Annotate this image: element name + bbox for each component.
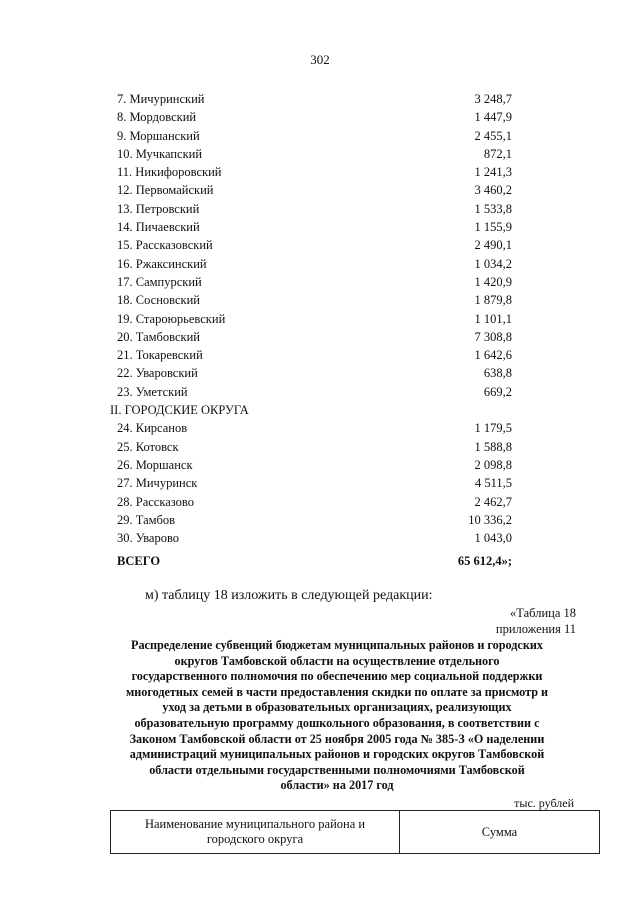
- row-value: 872,1: [483, 146, 512, 161]
- column-header-name: Наименование муниципального района и городского округа: [111, 811, 400, 854]
- table-row: [117, 181, 512, 199]
- row-value: 4 511,5: [474, 476, 512, 491]
- row-label: 18. Сосновский: [117, 293, 200, 308]
- title-line: округов Тамбовской области на осуществление отдельного: [174, 653, 500, 668]
- table-row: [117, 127, 512, 145]
- table-row: [117, 90, 512, 108]
- table-row: [117, 511, 512, 529]
- row-label: 8. Мордовский: [117, 110, 197, 125]
- table-row: [117, 456, 512, 474]
- table-row: [117, 145, 512, 163]
- table-row: [117, 364, 512, 382]
- row-value: 2 098,8: [474, 457, 512, 472]
- row-label: 21. Токаревский: [117, 348, 203, 363]
- row-value: 3 248,7: [474, 92, 512, 106]
- row-label: 11. Никифоровский: [117, 165, 222, 180]
- row-label: 27. Мичуринск: [117, 476, 198, 491]
- row-value: 7 308,8: [474, 329, 512, 344]
- row-label: 29. Тамбов: [117, 512, 176, 527]
- row-value: 10 336,2: [468, 512, 512, 527]
- row-value: 1 642,6: [474, 348, 512, 363]
- table-row: [117, 163, 512, 181]
- row-value: 669,2: [483, 384, 512, 399]
- title-line: образовательную программу дошкольного образования, в соответствии с: [134, 715, 540, 730]
- row-label: 12. Первомайский: [117, 183, 214, 198]
- total-value: 65 612,4»;: [457, 554, 512, 569]
- row-value: 1 241,3: [474, 165, 512, 180]
- table-row: [117, 200, 512, 218]
- amendment-instruction: м) таблицу 18 изложить в следующей редакции:: [145, 588, 433, 603]
- row-label: 19. Староюрьевский: [117, 311, 226, 326]
- row-value: 1 043,0: [474, 531, 512, 546]
- row-value: 2 490,1: [474, 238, 512, 253]
- row-value: 1 533,8: [474, 201, 512, 216]
- table-row: [117, 419, 512, 437]
- title-line: Законом Тамбовской области от 25 ноября 2005 года № 385-З «О наделении: [129, 731, 545, 746]
- table-row: [117, 291, 512, 309]
- row-label: 24. Кирсанов: [117, 421, 188, 436]
- row-label: 30. Уварово: [117, 531, 180, 546]
- row-label: 28. Рассказово: [117, 494, 194, 509]
- row-label: 23. Уметский: [117, 384, 188, 399]
- row-label: 9. Моршанский: [117, 128, 200, 143]
- table-row: [117, 218, 512, 236]
- table-row: [117, 438, 512, 456]
- row-label: 20. Тамбовский: [117, 329, 200, 344]
- row-label: 14. Пичаевский: [117, 220, 200, 235]
- row-value: 1 879,8: [474, 293, 512, 308]
- row-value: 1 420,9: [474, 274, 512, 289]
- row-value: 2 455,1: [474, 128, 512, 143]
- column-header-sum: Сумма: [400, 811, 600, 854]
- table-row: [117, 383, 512, 401]
- total-row: [117, 552, 512, 570]
- table-row: [117, 474, 512, 492]
- table-reference: [496, 605, 576, 637]
- row-label: 10. Мучкапский: [117, 146, 203, 161]
- table-row: [117, 493, 512, 511]
- row-label: 22. Уваровский: [117, 366, 198, 381]
- table-header: [110, 810, 600, 854]
- row-value: 3 460,2: [474, 183, 512, 198]
- row-label: 17. Сампурский: [117, 274, 202, 289]
- row-label: 15. Рассказовский: [117, 238, 213, 253]
- table-row: [117, 529, 512, 547]
- row-label: 7. Мичуринский: [117, 92, 205, 106]
- title-line: многодетных семей в части предоставления скидки по оплате за присмотр и: [125, 684, 549, 699]
- row-value: 1 179,5: [474, 421, 512, 436]
- title-line: уход за детьми в образовательных организациях, реализующих: [162, 700, 512, 715]
- title-line: области» на 2017 год: [280, 778, 394, 793]
- row-value: 1 155,9: [474, 220, 512, 235]
- table-reference-line: «Таблица 18: [510, 606, 576, 620]
- row-label: 13. Петровский: [117, 201, 200, 216]
- row-value: 1 034,2: [474, 256, 512, 271]
- page-number: 302: [310, 52, 330, 67]
- row-value: 638,8: [483, 366, 512, 381]
- row-label: 16. Ржаксинский: [117, 256, 207, 271]
- section-heading-row: [110, 401, 512, 419]
- row-label: 25. Котовск: [117, 439, 179, 454]
- table-row: [117, 255, 512, 273]
- title-line: администраций муниципальных районов и городских округов Тамбовской: [129, 747, 545, 762]
- table-row: [117, 273, 512, 291]
- title-line: Распределение субвенций бюджетам муниципальных районов и городских: [131, 638, 543, 652]
- row-value: 2 462,7: [474, 494, 512, 509]
- table-row: [117, 328, 512, 346]
- row-label: II. ГОРОДСКИЕ ОКРУГА: [110, 403, 249, 418]
- row-value: 1 588,8: [474, 439, 512, 454]
- row-label: 26. Моршанск: [117, 457, 193, 472]
- table-title: [112, 638, 562, 794]
- district-list: [110, 90, 512, 571]
- table-row: [117, 236, 512, 254]
- title-line: государственного полномочия по обеспечению мер социальной поддержки: [131, 669, 543, 684]
- table-reference-line: приложения 11: [495, 622, 576, 636]
- table-row: [117, 310, 512, 328]
- row-value: 1 447,9: [474, 110, 512, 125]
- table-row: [117, 346, 512, 364]
- total-label: ВСЕГО: [117, 554, 161, 569]
- units-label: тыс. рублей: [514, 796, 574, 810]
- row-value: 1 101,1: [474, 311, 512, 326]
- title-line: области отдельными государственными полномочиями Тамбовской: [149, 762, 525, 777]
- table-row: [117, 108, 512, 126]
